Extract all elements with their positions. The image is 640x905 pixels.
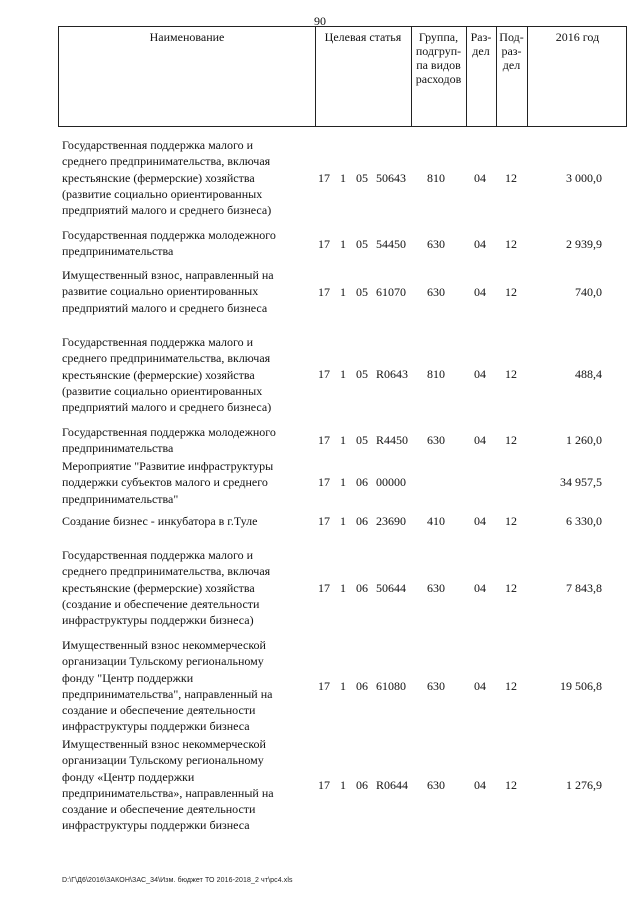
header-group-line: подгруп- xyxy=(415,44,462,58)
code-subprogram: 1 xyxy=(340,581,346,595)
name-line: крестьянские (фермерские) хозяйства xyxy=(62,580,255,595)
expense-group: 810 xyxy=(427,367,445,381)
subsection: 12 xyxy=(505,581,517,595)
code-event: 05 xyxy=(356,433,368,447)
code-subprogram: 1 xyxy=(340,367,346,381)
name-line: крестьянские (фермерские) хозяйства xyxy=(62,170,255,185)
code-program: 17 xyxy=(318,581,330,595)
table-row xyxy=(0,513,640,531)
amount: 19 506,8 xyxy=(560,679,602,693)
header-group-line: па видов xyxy=(416,58,461,72)
row-name xyxy=(62,137,302,218)
table-row xyxy=(0,424,640,458)
table-row xyxy=(0,547,640,629)
table-row xyxy=(0,267,640,317)
code-direction: 50643 xyxy=(376,171,406,185)
code-direction: 61070 xyxy=(376,285,406,299)
name-line: Государственная поддержка малого и xyxy=(62,548,254,562)
subsection: 12 xyxy=(505,237,517,251)
code-direction: R4450 xyxy=(376,433,409,447)
name-line: предпринимательства", направленный на xyxy=(62,686,273,701)
expense-group: 630 xyxy=(427,433,445,447)
code-direction: R0643 xyxy=(376,367,409,381)
code-event: 05 xyxy=(356,171,368,185)
header-subsection-line: дел xyxy=(502,58,521,72)
code-direction: 00000 xyxy=(376,475,406,489)
subsection: 12 xyxy=(505,679,517,693)
code-program: 17 xyxy=(318,679,330,693)
header-section-line: дел xyxy=(472,44,490,58)
code-subprogram: 1 xyxy=(340,433,346,447)
name-line: Государственная поддержка малого и xyxy=(62,138,254,152)
code-direction: R0644 xyxy=(376,778,409,792)
section: 04 xyxy=(474,285,486,299)
code-event: 06 xyxy=(356,778,368,792)
name-line: поддержки субъектов малого и среднего xyxy=(62,475,268,490)
amount: 34 957,5 xyxy=(560,475,602,489)
row-name xyxy=(62,547,302,628)
subsection: 12 xyxy=(505,514,517,528)
subsection: 12 xyxy=(505,285,517,299)
code-direction: 61080 xyxy=(376,679,406,693)
code-subprogram: 1 xyxy=(340,475,346,489)
code-event: 05 xyxy=(356,237,368,251)
header-subsection xyxy=(496,27,527,126)
name-line: инфраструктуры поддержки бизнеса xyxy=(62,818,250,833)
subsection: 12 xyxy=(505,171,517,185)
code-subprogram: 1 xyxy=(340,237,346,251)
name-line: среднего предпринимательства, включая xyxy=(62,564,271,579)
row-name xyxy=(62,227,302,260)
name-line: создание и обеспечение деятельности xyxy=(62,802,256,817)
code-program: 17 xyxy=(318,237,330,251)
code-program: 17 xyxy=(318,433,330,447)
name-line: Государственная поддержка малого и xyxy=(62,335,254,349)
expense-group: 630 xyxy=(427,237,445,251)
header-section xyxy=(466,27,496,126)
header-section-line: Раз- xyxy=(470,30,492,44)
name-line: крестьянские (фермерские) хозяйства xyxy=(62,367,255,382)
table-header xyxy=(58,26,627,127)
expense-group: 810 xyxy=(427,171,445,185)
name-line: фонду "Центр поддержки xyxy=(62,670,194,685)
section: 04 xyxy=(474,778,486,792)
name-line: предпринимательства xyxy=(62,244,174,259)
code-event: 06 xyxy=(356,514,368,528)
name-line: (создание и обеспечение деятельности xyxy=(62,596,260,611)
section: 04 xyxy=(474,514,486,528)
section: 04 xyxy=(474,433,486,447)
header-group xyxy=(411,27,466,126)
code-program: 17 xyxy=(318,778,330,792)
row-name xyxy=(62,513,302,529)
name-line: предпринимательства xyxy=(62,441,174,456)
name-line: Государственная поддержка молодежного xyxy=(62,425,276,439)
amount: 740,0 xyxy=(575,285,602,299)
header-target: Целевая статья xyxy=(324,30,402,44)
code-subprogram: 1 xyxy=(340,778,346,792)
header-subsection-line: раз- xyxy=(501,44,522,58)
page-number: 90 xyxy=(314,14,326,28)
section: 04 xyxy=(474,679,486,693)
name-line: предприятий малого и среднего бизнеса) xyxy=(62,400,272,415)
name-line: предприятий малого и среднего бизнеса) xyxy=(62,203,272,218)
amount: 6 330,0 xyxy=(566,514,602,528)
name-line: (развитие социально ориентированных xyxy=(62,186,263,201)
header-subsection-line: Под- xyxy=(499,30,524,44)
name-line: Имущественный взнос некоммерческой xyxy=(62,638,266,652)
code-program: 17 xyxy=(318,285,330,299)
name-line: Имущественный взнос, направленный на xyxy=(62,268,274,282)
expense-group: 630 xyxy=(427,285,445,299)
amount: 7 843,8 xyxy=(566,581,602,595)
row-name xyxy=(62,334,302,415)
name-line: предпринимательства" xyxy=(62,491,179,506)
code-event: 06 xyxy=(356,581,368,595)
amount: 3 000,0 xyxy=(566,171,602,185)
table-row xyxy=(0,334,640,416)
code-event: 05 xyxy=(356,367,368,381)
table-row xyxy=(0,227,640,261)
header-group-line: расходов xyxy=(415,72,462,86)
amount: 1 260,0 xyxy=(566,433,602,447)
row-name xyxy=(62,736,302,834)
section: 04 xyxy=(474,237,486,251)
row-name xyxy=(62,424,302,457)
name-line: организации Тульскому региональному xyxy=(62,654,264,669)
code-program: 17 xyxy=(318,171,330,185)
code-direction: 23690 xyxy=(376,514,406,528)
name-line: инфраструктуры поддержки бизнеса) xyxy=(62,613,254,628)
amount: 1 276,9 xyxy=(566,778,602,792)
code-event: 05 xyxy=(356,285,368,299)
row-name xyxy=(62,267,302,316)
subsection: 12 xyxy=(505,778,517,792)
table-row xyxy=(0,137,640,219)
code-subprogram: 1 xyxy=(340,679,346,693)
table-row xyxy=(0,458,640,508)
code-program: 17 xyxy=(318,475,330,489)
name-line: Мероприятие "Развитие инфраструктуры xyxy=(62,459,274,473)
row-name xyxy=(62,458,302,507)
subsection: 12 xyxy=(505,367,517,381)
section: 04 xyxy=(474,581,486,595)
code-subprogram: 1 xyxy=(340,285,346,299)
code-event: 06 xyxy=(356,475,368,489)
name-line: фонду «Центр поддержки xyxy=(62,769,195,784)
name-line: инфраструктуры поддержки бизнеса xyxy=(62,719,250,734)
expense-group: 410 xyxy=(427,514,445,528)
table-row xyxy=(0,637,640,735)
amount: 2 939,9 xyxy=(566,237,602,251)
code-subprogram: 1 xyxy=(340,171,346,185)
name-line: создание и обеспечение деятельности xyxy=(62,703,256,718)
expense-group: 630 xyxy=(427,679,445,693)
header-group-line: Группа, xyxy=(418,30,459,44)
name-line: (развитие социально ориентированных xyxy=(62,383,263,398)
file-path-footer: D:\Г\Д6\2016\ЗАКОН\ЗАС_34\Изм. бюджет ТО 2016-2018_2 чт\рс4.xls xyxy=(62,877,293,884)
code-direction: 50644 xyxy=(376,581,406,595)
table-row xyxy=(0,736,640,834)
name-line: предпринимательства», направленный на xyxy=(62,785,274,800)
code-direction: 54450 xyxy=(376,237,406,251)
name-line: развитие социально ориентированных xyxy=(62,284,259,299)
subsection: 12 xyxy=(505,433,517,447)
section: 04 xyxy=(474,171,486,185)
code-program: 17 xyxy=(318,367,330,381)
code-subprogram: 1 xyxy=(340,514,346,528)
name-line: Государственная поддержка молодежного xyxy=(62,228,276,242)
row-name xyxy=(62,637,302,735)
expense-group: 630 xyxy=(427,581,445,595)
name-line: организации Тульскому региональному xyxy=(62,753,264,768)
expense-group: 630 xyxy=(427,778,445,792)
section: 04 xyxy=(474,367,486,381)
name-line: среднего предпринимательства, включая xyxy=(62,351,271,366)
amount: 488,4 xyxy=(575,367,602,381)
header-name: Наименование xyxy=(149,30,225,44)
name-line: предприятий малого и среднего бизнеса xyxy=(62,300,268,315)
name-line: Создание бизнес - инкубатора в г.Туле xyxy=(62,514,258,528)
name-line: среднего предпринимательства, включая xyxy=(62,154,271,169)
code-event: 06 xyxy=(356,679,368,693)
code-program: 17 xyxy=(318,514,330,528)
header-year: 2016 год xyxy=(555,30,600,44)
name-line: Имущественный взнос некоммерческой xyxy=(62,737,266,751)
